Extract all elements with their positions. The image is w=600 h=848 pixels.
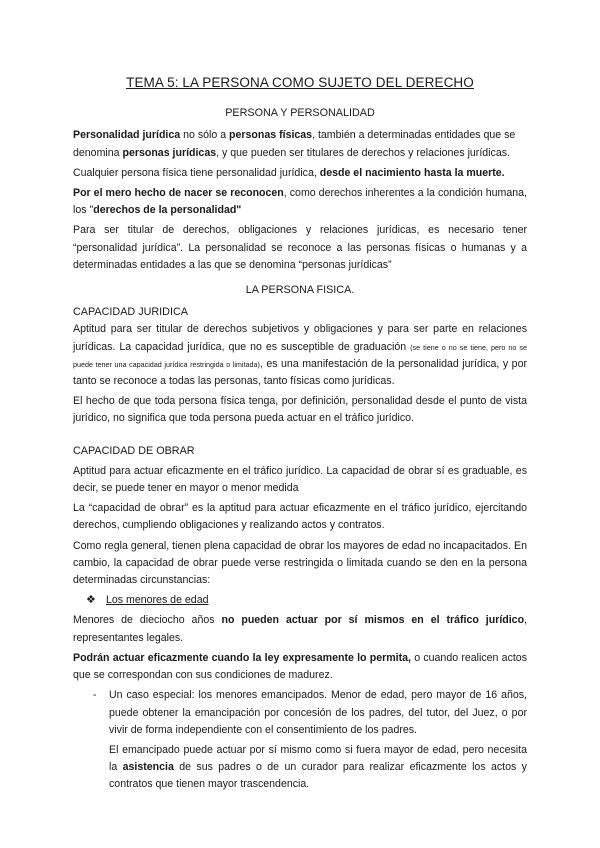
bold-text: asistencia [122,761,174,774]
paragraph-emancipado [73,742,527,794]
text: Aptitud para ser titular de derechos subjetivos y obligaciones y para ser parte en relaciones jurídicas. La capacidad jurídica, que no es susceptible de graduación [73,323,527,353]
section-heading-persona-personalidad: PERSONA Y PERSONALIDAD [225,107,375,120]
text: Menores de dieciocho años [73,614,222,627]
bold-text: desde el nacimiento hasta la muerte. [319,166,505,179]
paragraph-titular-derechos: Para ser titular de derechos, obligaciones y relaciones jurídicas, es necesario tener “personalidad jurídica”. La personalidad se reconoce a las personas físicas o humanas y a determinadas entidades a las que se denomina “personas jurídicas” [73,224,527,271]
subsection-heading-capacidad-obrar: CAPACIDAD DE OBRAR [73,444,195,457]
text: no sólo a [180,129,230,142]
subsection-heading-capacidad-juridica: CAPACIDAD JURIDICA [73,306,188,319]
bold-text: Por el mero hecho de nacer se reconocen [73,187,284,200]
document-title: TEMA 5: LA PERSONA COMO SUJETO DEL DERECHO [126,75,474,90]
paragraph-persona-fisica [73,165,527,182]
bullet-label: Los menores de edad [106,594,209,607]
text: , también a determinadas entidades que se denomina [73,129,516,159]
paragraph-regla-general: Como regla general, tienen plena capacidad de obrar los mayores de edad no incapacitados. En cambio, la capacidad de obrar puede verse restringida o limitada cuando se den en la persona determinadas circunstancias: [73,539,527,587]
bold-text: no pueden actuar por sí mismos en el tráfico jurídico [221,614,525,627]
paragraph-aptitud-actuar: Aptitud para actuar eficazmente en el tráfico jurídico. La capacidad de obrar sí es graduable, es decir, se puede tener en mayor o menor medida [73,464,527,495]
paragraph-definicion-capacidad-obrar: La “capacidad de obrar” es la aptitud para actuar eficazmente en el tráfico jurídico, ejercitando derechos, cumpliendo obligaciones y realizando actos y contratos. [73,502,527,532]
paragraph-personalidad-juridica [73,127,527,161]
text: , es una manifestación de la personalidad jurídica, y por tanto se reconoce a todas las personas, tanto físicas como jurídicas. [73,357,527,388]
bold-text: Podrán actuar eficazmente cuando la ley expresamente lo permita, [73,651,411,664]
text: o cuando realicen actos que se correspondan con sus condiciones de madurez. [73,651,527,682]
paragraph-derechos-personalidad [73,185,527,219]
text: , representantes legales. [73,614,527,644]
paragraph-capacidad-juridica [73,321,527,390]
section-persona-fisica [73,282,527,793]
text: Cualquier persona física tiene personalidad jurídica, [73,166,320,179]
spacer [73,431,527,443]
dash-bullet: - [93,689,97,702]
bold-text: personas jurídicas [122,146,217,159]
text: El emancipado puede actuar por sí mismo como si fuera mayor de edad, pero necesita la [109,743,527,774]
small-note: (se tiene o no se tiene, pero no se puede tener una capacidad jurídica restringida o limitada) [73,342,527,369]
section-heading-persona-fisica: LA PERSONA FISICA. [245,284,355,297]
bold-text: derechos de la personalidad" [93,204,242,217]
list-item-text: Un caso especial: los menores emancipados. Menor de edad, pero mayor de 16 años, puede obtener la emancipación por concesión de los padres, del tutor, del Juez, o por vivir de forma independiente con el consentimiento de los padres. [109,689,527,736]
bold-text: Personalidad jurídica [73,129,181,142]
diamond-bullet-icon: ❖ [86,594,96,607]
text: , como derechos inherentes a la condición humana, los " [73,187,527,217]
paragraph-podran-actuar [73,650,527,684]
text: de sus padres o de un curador para realizar eficazmente los actos y contratos que tienen mayor trascendencia. [109,761,527,791]
list-item-menores-emancipados [73,687,527,739]
bold-text: personas físicas [229,129,313,142]
section-persona-personalidad [73,105,527,274]
bullet-menores-de-edad [86,592,527,609]
text: , y que pueden ser titulares de derechos y relaciones jurídicas. [216,146,510,159]
paragraph-menores-dieciocho [73,612,527,646]
paragraph-hecho-persona: El hecho de que toda persona física tenga, por definición, personalidad desde el punto de vista jurídico, no significa que toda persona pueda actuar en el tráfico jurídico. [73,395,527,425]
